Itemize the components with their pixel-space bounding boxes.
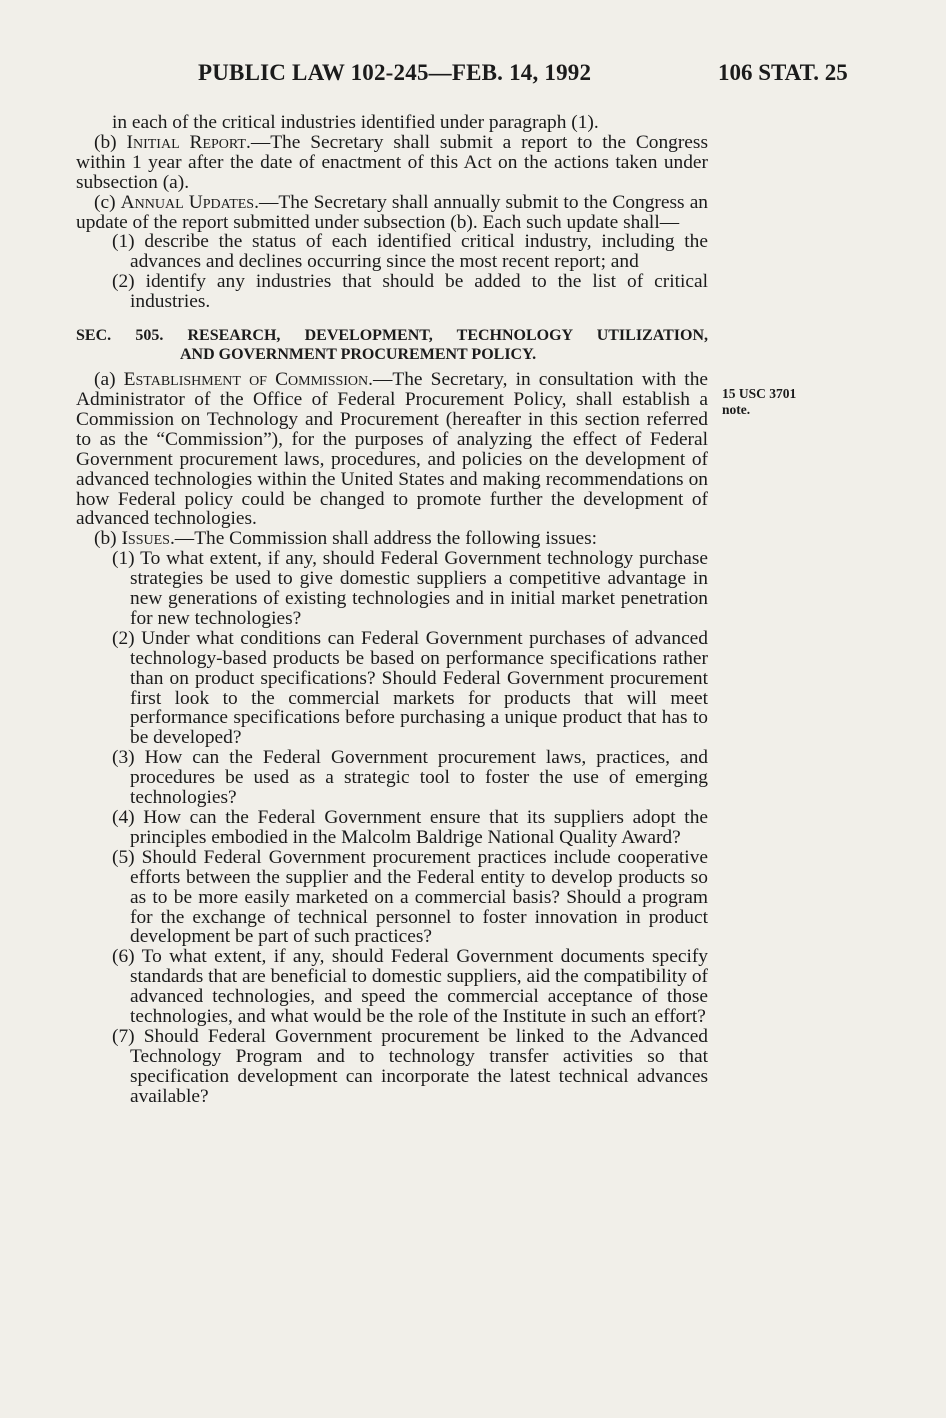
body-text bbox=[76, 113, 708, 1107]
establishment-caption: Establishment of Commission. bbox=[123, 369, 373, 391]
issues-paragraph bbox=[76, 529, 708, 549]
initial-report-text: —The Secretary shall submit a report to the Congress within 1 year after the date of enactment of this Act on the actions taken under subsection (a). bbox=[76, 131, 709, 193]
annual-updates-paragraph bbox=[76, 193, 708, 233]
issues-text: —The Commission shall address the following issues: bbox=[174, 528, 598, 550]
running-header bbox=[0, 60, 946, 92]
margin-citation-note: note. bbox=[722, 402, 751, 417]
issues-label: (b) bbox=[94, 528, 122, 550]
issue-item: (2) Under what conditions can Federal Government purchases of advanced technology-based products be based on performance specifications rather than on product specifications? Should Federal Government procurement first look to the commercial markets for products that will meet performance specifications before purchasing a unique product that has to be developed? bbox=[112, 627, 708, 749]
update-item: (2) identify any industries that should be added to the list of critical industries. bbox=[112, 271, 708, 313]
continuation-paragraph: in each of the critical industries identified under paragraph (1). bbox=[112, 112, 599, 133]
initial-report-paragraph bbox=[76, 133, 708, 193]
annual-updates-label: (c) bbox=[94, 191, 121, 213]
section-heading bbox=[76, 326, 708, 364]
header-title: PUBLIC LAW 102-245—FEB. 14, 1992 bbox=[198, 60, 592, 85]
initial-report-caption: Initial Report. bbox=[126, 131, 251, 153]
establishment-text: —The Secretary, in consultation with the Administrator of the Office of Federal Procurement Policy, shall establish a Commission on Technology and Procurement (hereafter in this section referred to as the “Commission”), for the purposes of analyzing the effect of Federal Government procurement laws, procedures, and policies on the development of advanced technologies within the United States and making recommendations on how Federal policy could be changed to promote further the development of advanced technologies. bbox=[76, 369, 708, 530]
issue-item: (3) How can the Federal Government procurement laws, practices, and procedures be used as a strategic tool to foster the use of emerging technologies? bbox=[112, 747, 708, 809]
margin-citation-code: 15 USC 3701 bbox=[722, 386, 797, 401]
stat-page-number: 106 STAT. 25 bbox=[718, 60, 848, 85]
issue-item: (5) Should Federal Government procurement practices include cooperative efforts between the supplier and the Federal entity to develop products so as to be more easily marketed on a commercial basis? Should a program for the exchange of technical personnel to foster innovation in product development be part of such practices? bbox=[112, 846, 708, 948]
update-item: (1) describe the status of each identified critical industry, including the advances and declines occurring since the most recent report; and bbox=[112, 231, 708, 273]
section-heading-line2: AND GOVERNMENT PROCUREMENT POLICY. bbox=[180, 346, 537, 364]
issue-item: (7) Should Federal Government procurement be linked to the Advanced Technology Program and to technology transfer activities so that specification development can incorporate the latest technical advances available? bbox=[112, 1025, 708, 1107]
margin-citation bbox=[722, 386, 796, 418]
annual-updates-caption: Annual Updates. bbox=[120, 191, 259, 213]
issue-item: (4) How can the Federal Government ensure that its suppliers adopt the principles embodied in the Malcolm Baldrige National Quality Award? bbox=[112, 807, 708, 848]
issue-item: (1) To what extent, if any, should Federal Government technology purchase strategies be used to give domestic suppliers a competitive advantage in new generations of existing technologies and in initial market penetration for new technologies? bbox=[112, 548, 708, 629]
issue-item: (6) To what extent, if any, should Federal Government documents specify standards that are beneficial to domestic suppliers, aid the compatibility of advanced technologies, and speed the commercial acceptance of those technologies, and what would be the role of the Institute in such an effort? bbox=[112, 946, 708, 1028]
section-heading-line1: SEC. 505. RESEARCH, DEVELOPMENT, TECHNOLOGY UTILIZATION, bbox=[76, 327, 708, 345]
initial-report-label: (b) bbox=[94, 131, 127, 153]
establishment-paragraph bbox=[76, 370, 708, 529]
annual-updates-text: —The Secretary shall annually submit to the Congress an update of the report submitted under subsection (b). Each such update shall— bbox=[76, 191, 709, 233]
establishment-label: (a) bbox=[94, 369, 124, 391]
issues-caption: Issues. bbox=[121, 528, 175, 550]
